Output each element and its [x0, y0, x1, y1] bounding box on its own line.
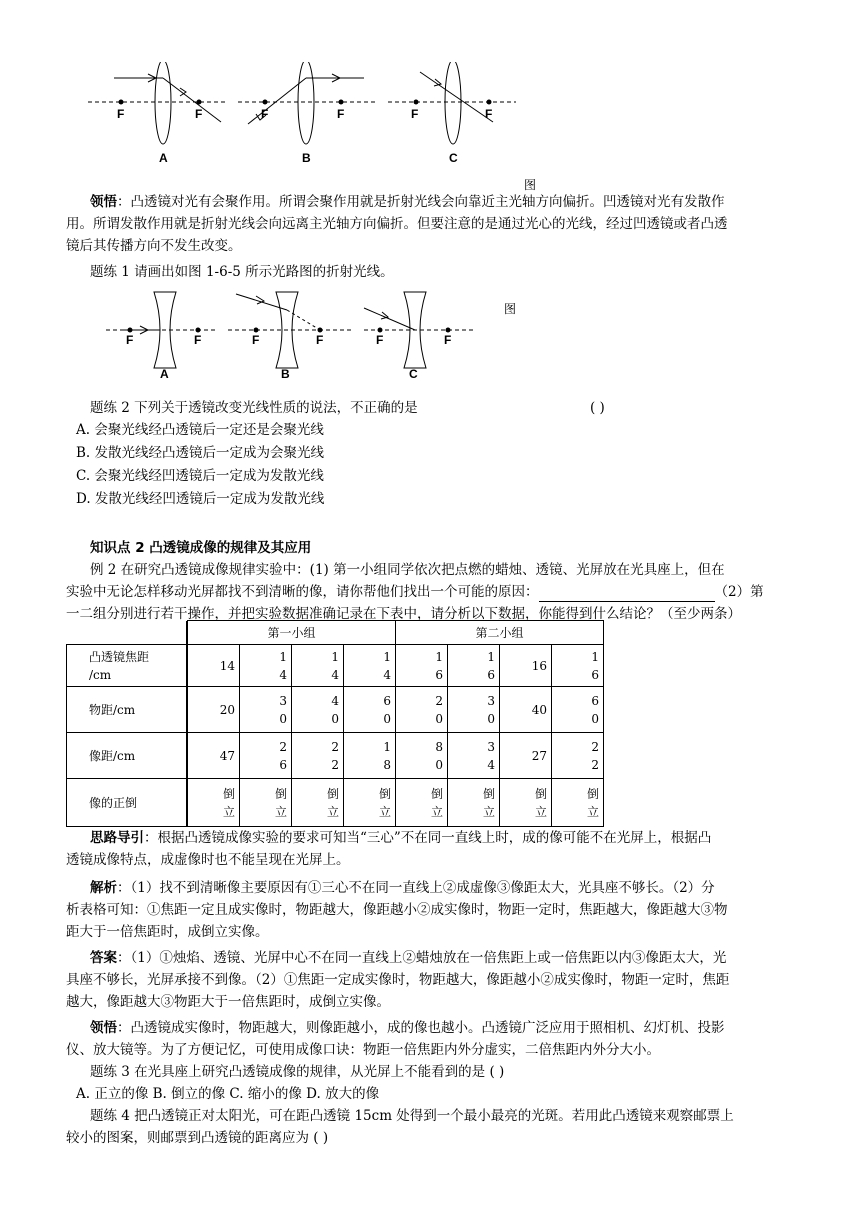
table-cell: 47 — [188, 733, 240, 779]
lens-label-b: B — [302, 151, 311, 165]
answer-line-3: 越大，像距越大③物距大于一倍焦距时，成倒立实像。 — [66, 994, 390, 1010]
guide-line-2: 透镜成像特点，成虚像时也不能呈现在光屏上。 — [66, 852, 350, 868]
table-cell: 6 0 — [552, 687, 604, 733]
figure-convex-lenses — [88, 62, 528, 172]
insight2-line-2: 仪、放大镜等。为了方便记忆，可使用成像口诀：物距一倍焦距内外分虚实，二倍焦距内外分大小。 — [66, 1042, 660, 1058]
figure-concave-lenses — [106, 290, 486, 380]
insight-paragraph-3: 镜后其传播方向不发生改变。 — [66, 238, 242, 254]
row-label: 像的正倒 — [67, 779, 187, 827]
table-cell: 1 8 — [344, 733, 396, 779]
table-cell: 2 6 — [240, 733, 292, 779]
exercise-3-options: A. 正立的像 B. 倒立的像 C. 缩小的像 D. 放大的像 — [76, 1086, 380, 1102]
answer-line-2: 具座不够长，光屏承接不到像。（2）①焦距一定成实像时，物距越大，像距越小②成实像时，物距一定时，焦距 — [66, 972, 730, 988]
insight-paragraph-2: 用。所谓发散作用就是折射光线会向远离主光轴方向偏折。但要注意的是通过光心的光线，经过凹透镜或者凸透 — [66, 216, 728, 232]
table-cell: 3 0 — [448, 687, 500, 733]
row-label: 凸透镜焦距 /cm — [67, 645, 187, 687]
table-cell: 8 0 — [396, 733, 448, 779]
focus-label: F — [194, 333, 202, 347]
table-cell: 倒 立 — [448, 779, 500, 827]
table-cell: 20 — [188, 687, 240, 733]
answer-line-1: 答案：（1）①烛焰、透镜、光屏中心不在同一直线上②蜡烛放在一倍焦距上或一倍焦距以内③像距太大，光 — [90, 950, 727, 966]
focus-label: F — [337, 107, 345, 121]
table-cell: 1 4 — [292, 645, 344, 687]
analysis-line-3: 距大于一倍焦距时，成倒立实像。 — [66, 924, 269, 940]
table-cell: 27 — [500, 733, 552, 779]
lens-label-c: C — [409, 367, 418, 380]
example-2-line-3: 一二组分别进行若干操作，并把实验数据准确记录在下表中，请分析以下数据，你能得到什么结论？（至少两条） — [66, 606, 741, 622]
answer-blank[interactable] — [539, 587, 715, 602]
exercise-1: 题练 1 请画出如图 1-6-5 所示光路图的折射光线。 — [90, 264, 394, 280]
lens-label-c: C — [449, 151, 458, 165]
knowledge-point-2: 知识点 2 凸透镜成像的规律及其应用 — [90, 540, 312, 556]
table-cell: 3 4 — [448, 733, 500, 779]
focus-label: F — [316, 333, 324, 347]
table-cell: 40 — [500, 687, 552, 733]
table-cell: 倒 立 — [500, 779, 552, 827]
analysis-line-2: 析表格可知：①焦距一定且成实像时，物距越大，像距越小②成实像时，物距一定时，焦距越大，像距越大③物 — [66, 902, 728, 918]
guide-line-1: 思路导引：根据凸透镜成像实验的要求可知当“三心”不在同一直线上时，成的像可能不在光屏上，根据凸 — [90, 830, 712, 846]
figure-caption: 图 — [524, 178, 537, 192]
table-cell: 6 0 — [344, 687, 396, 733]
table-cell: 倒 立 — [292, 779, 344, 827]
analysis-line-1: 解析：（1）找不到清晰像主要原因有①三心不在同一直线上②成虚像③像距太大，光具座不够长。（2）分 — [90, 880, 715, 896]
group-2-header: 第二小组 — [396, 621, 604, 645]
exercise-4-line-1: 题练 4 把凸透镜正对太阳光，可在距凸透镜 15cm 处得到一个最小最亮的光斑。若用此凸透镜来观察邮票上 — [90, 1108, 734, 1124]
focus-label: F — [117, 107, 125, 121]
focus-label: F — [411, 107, 419, 121]
example-2-line-2: 实验中无论怎样移动光屏都找不到清晰的像，请你帮他们找出一个可能的原因： （2）第 — [66, 584, 764, 600]
lens-label-a: A — [160, 367, 169, 380]
table-cell: 倒 立 — [396, 779, 448, 827]
row-label: 物距/cm — [67, 687, 187, 733]
option-b: B. 发散光线经凸透镜后一定成为会聚光线 — [76, 445, 325, 461]
table-cell: 4 0 — [292, 687, 344, 733]
focus-label: F — [261, 107, 269, 121]
table-cell: 1 6 — [552, 645, 604, 687]
option-d: D. 发散光线经凹透镜后一定成为发散光线 — [76, 491, 325, 507]
table-cell: 1 4 — [344, 645, 396, 687]
table-cell: 16 — [500, 645, 552, 687]
data-table — [66, 620, 604, 827]
focus-label: F — [485, 107, 493, 121]
focus-label: F — [376, 333, 384, 347]
group-1-header: 第一小组 — [188, 621, 396, 645]
table-cell: 1 6 — [396, 645, 448, 687]
table-cell: 倒 立 — [344, 779, 396, 827]
figure-caption: 图 — [504, 302, 517, 316]
option-c: C. 会聚光线经凹透镜后一定成为发散光线 — [76, 468, 324, 484]
row-label: 像距/cm — [67, 733, 187, 779]
table-cell: 1 6 — [448, 645, 500, 687]
insight-paragraph-1: 领悟：凸透镜对光有会聚作用。所谓会聚作用就是折射光线会向靠近主光轴方向偏折。凹透镜对光有发散作 — [90, 194, 725, 210]
insight2-line-1: 领悟：凸透镜成实像时，物距越大，则像距越小，成的像也越小。凸透镜广泛应用于照相机、幻灯机、投影 — [90, 1020, 725, 1036]
table-cell: 2 0 — [396, 687, 448, 733]
lens-label-a: A — [159, 151, 168, 165]
option-a: A. 会聚光线经凸透镜后一定还是会聚光线 — [76, 422, 324, 438]
exercise-4-line-2: 较小的图案，则邮票到凸透镜的距离应为 ( ) — [66, 1130, 329, 1146]
exercise-3-stem: 题练 3 在光具座上研究凸透镜成像的规律，从光屏上不能看到的是 ( ) — [90, 1064, 505, 1080]
table-cell: 1 4 — [240, 645, 292, 687]
focus-label: F — [195, 107, 203, 121]
table-cell: 2 2 — [552, 733, 604, 779]
focus-label: F — [252, 333, 260, 347]
table-cell: 倒 立 — [552, 779, 604, 827]
table-cell: 倒 立 — [240, 779, 292, 827]
table-cell: 2 2 — [292, 733, 344, 779]
exercise-2-stem: 题练 2 下列关于透镜改变光线性质的说法，不正确的是 ( ) — [90, 400, 605, 416]
table-cell: 3 0 — [240, 687, 292, 733]
example-2-line-1: 例 2 在研究凸透镜成像规律实验中：(1) 第一小组同学依次把点燃的蜡烛、透镜、光屏放在光具座上，但在 — [90, 562, 725, 578]
focus-label: F — [444, 333, 452, 347]
focus-label: F — [126, 333, 134, 347]
lens-label-b: B — [281, 367, 290, 380]
table-cell: 14 — [188, 645, 240, 687]
table-cell: 倒 立 — [188, 779, 240, 827]
